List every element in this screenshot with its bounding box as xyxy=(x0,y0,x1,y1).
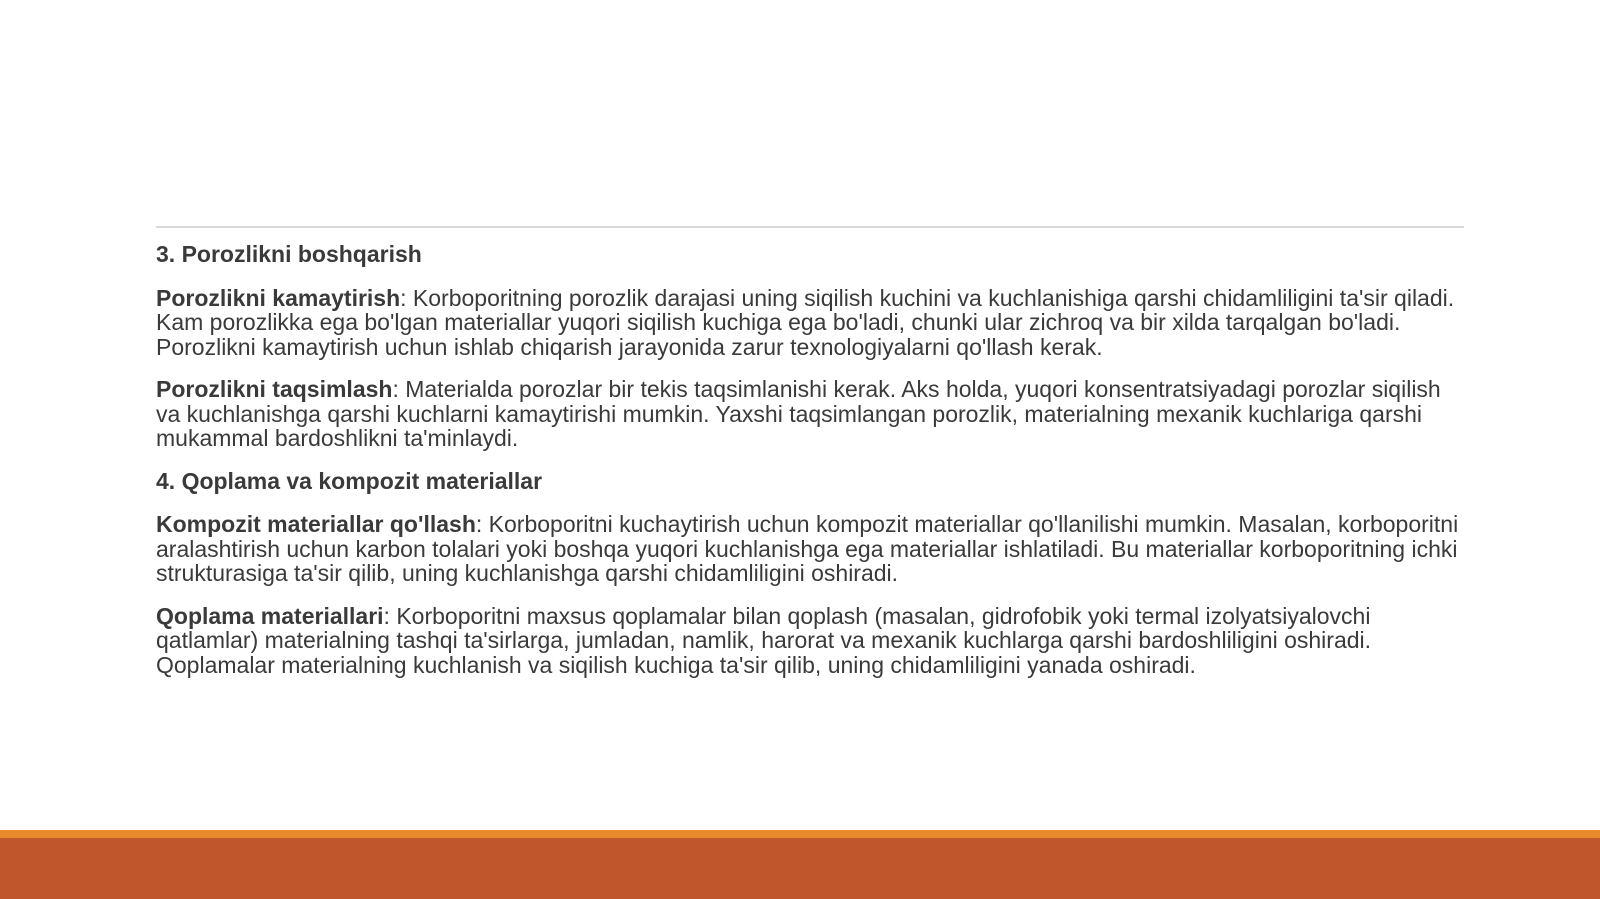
section-heading: 3. Porozlikni boshqarish xyxy=(156,241,422,267)
paragraph-porozlikni-taqsimlash xyxy=(156,377,1466,451)
paragraph-kompozit-materiallar xyxy=(156,512,1466,586)
paragraph-qoplama-materiallari xyxy=(156,604,1466,678)
paragraph-text: : Korboporitning porozlik darajasi uning siqilish kuchini va kuchlanishiga qarshi chidamliligini ta'sir qiladi. Kam porozlikka ega bo'lgan materiallar yuqori siqilish kuchiga ega bo'ladi, chunki ular zichroq va bir xilda tarqalgan bo'ladi. Porozlikni kamaytirish uchun ishlab chiqarish jarayonida zarur texnologiyalarni qo'llash kerak. xyxy=(156,284,1455,360)
title-divider xyxy=(156,226,1464,228)
paragraph-term: Porozlikni kamaytirish xyxy=(156,284,401,311)
paragraph-text: : Materialda porozlar bir tekis taqsimlanishi kerak. Aks holda, yuqori konsentratsiyadagi porozlar siqilish va kuchlanishga qarshi kuchlarni kamaytirishi mumkin. Yaxshi taqsimlangan porozlik, materialning mexanik kuchlariga qarshi mukammal bardoshlikni ta'minlaydi. xyxy=(156,376,1441,451)
paragraph-text: : Korboporitni maxsus qoplamalar bilan qoplash (masalan, gidrofobik yoki termal izolyatsiyalovchi qatlamlar) materialning tashqi ta'sirlarga, jumladan, namlik, harorat va mexanik kuchlarga qarshi bardoshliligini oshiradi. Qoplamalar materialning kuchlanish va siqilish kuchiga ta'sir qilib, uning chidamliligini yanada oshiradi. xyxy=(156,602,1372,678)
paragraph-term: Kompozit materiallar qo'llash xyxy=(156,511,476,537)
slide-content xyxy=(156,242,1466,695)
footer-bar xyxy=(0,838,1600,899)
paragraph-term: Qoplama materiallari xyxy=(156,602,384,629)
footer-accent-stripe xyxy=(0,830,1600,838)
paragraph-porozlikni-kamaytirish xyxy=(156,286,1466,360)
paragraph-text: : Korboporitni kuchaytirish uchun kompozit materiallar qo'llanilishi mumkin. Masalan, korboporitni aralashtirish uchun karbon tolalari yoki boshqa yuqori kuchlanishga ega materiallar ishlatiladi. Bu materiallar korboporitning ichki strukturasiga ta'sir qilib, uning kuchlanishga qarshi chidamliligini oshiradi. xyxy=(156,511,1459,586)
section-heading: 4. Qoplama va kompozit materiallar xyxy=(156,467,543,494)
paragraph-term: Porozlikni taqsimlash xyxy=(156,376,393,402)
